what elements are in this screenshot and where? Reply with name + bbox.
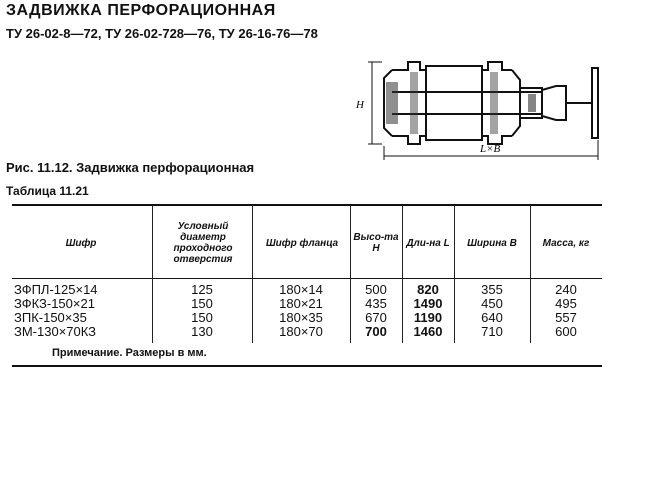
cell-code: ЗФПЛ-125×14 (14, 282, 98, 297)
header-diameter: Условный диаметр проходного отверстия (173, 221, 233, 265)
cell-diameter: 150 (191, 296, 213, 311)
cell-code: ЗФКЗ-150×21 (14, 296, 95, 311)
cell-mass: 600 (555, 324, 577, 339)
page-title: ЗАДВИЖКА ПЕРФОРАЦИОННАЯ (6, 2, 276, 19)
cell-height: 700 (365, 324, 387, 339)
table-bottom-rule (12, 365, 602, 367)
table-label: Таблица 11.21 (6, 184, 89, 198)
length-label: L×B (480, 143, 501, 155)
cell-width: 640 (481, 310, 503, 325)
cell-length: 820 (417, 282, 439, 297)
table-row (12, 324, 602, 338)
cell-length: 1460 (413, 324, 443, 339)
header-code: Шифр (65, 237, 97, 249)
cell-flange: 180×21 (279, 296, 323, 311)
cell-diameter: 125 (191, 282, 213, 297)
cell-mass: 557 (555, 310, 577, 325)
cell-width: 450 (481, 296, 503, 311)
cell-code: ЗПК-150×35 (14, 310, 87, 325)
table-row (12, 310, 602, 324)
table-row (12, 282, 602, 296)
figure-caption: Рис. 11.12. Задвижка перфорационная (6, 160, 255, 175)
header-length: Дли-на L (406, 237, 450, 249)
header-width: Ширина B (467, 237, 517, 249)
cell-mass: 240 (555, 282, 577, 297)
cell-flange: 180×70 (279, 324, 323, 339)
cell-width: 710 (481, 324, 503, 339)
table-note: Примечание. Размеры в мм. (52, 347, 207, 359)
valve-drawing (352, 48, 608, 166)
table-top-rule (12, 204, 602, 206)
cell-diameter: 130 (191, 324, 213, 339)
cell-mass: 495 (555, 296, 577, 311)
header-height: Высо-та H (353, 232, 399, 254)
cell-height: 435 (365, 296, 387, 311)
cell-height: 670 (365, 310, 387, 325)
cell-code: ЗМ-130×70КЗ (14, 324, 97, 339)
header-flange: Шифр фланца (265, 237, 339, 249)
table-header-rule (12, 278, 602, 279)
cell-flange: 180×35 (279, 310, 323, 325)
spec-references: ТУ 26-02-8—72, ТУ 26-02-728—76, ТУ 26-16-76—78 (6, 26, 318, 41)
cell-height: 500 (365, 282, 387, 297)
header-mass: Масса, кг (542, 237, 590, 249)
cell-length: 1490 (413, 296, 443, 311)
cell-flange: 180×14 (279, 282, 323, 297)
cell-diameter: 150 (191, 310, 213, 325)
cell-length: 1190 (413, 310, 443, 325)
table-row (12, 296, 602, 310)
height-label: H (356, 99, 364, 111)
cell-width: 355 (481, 282, 503, 297)
